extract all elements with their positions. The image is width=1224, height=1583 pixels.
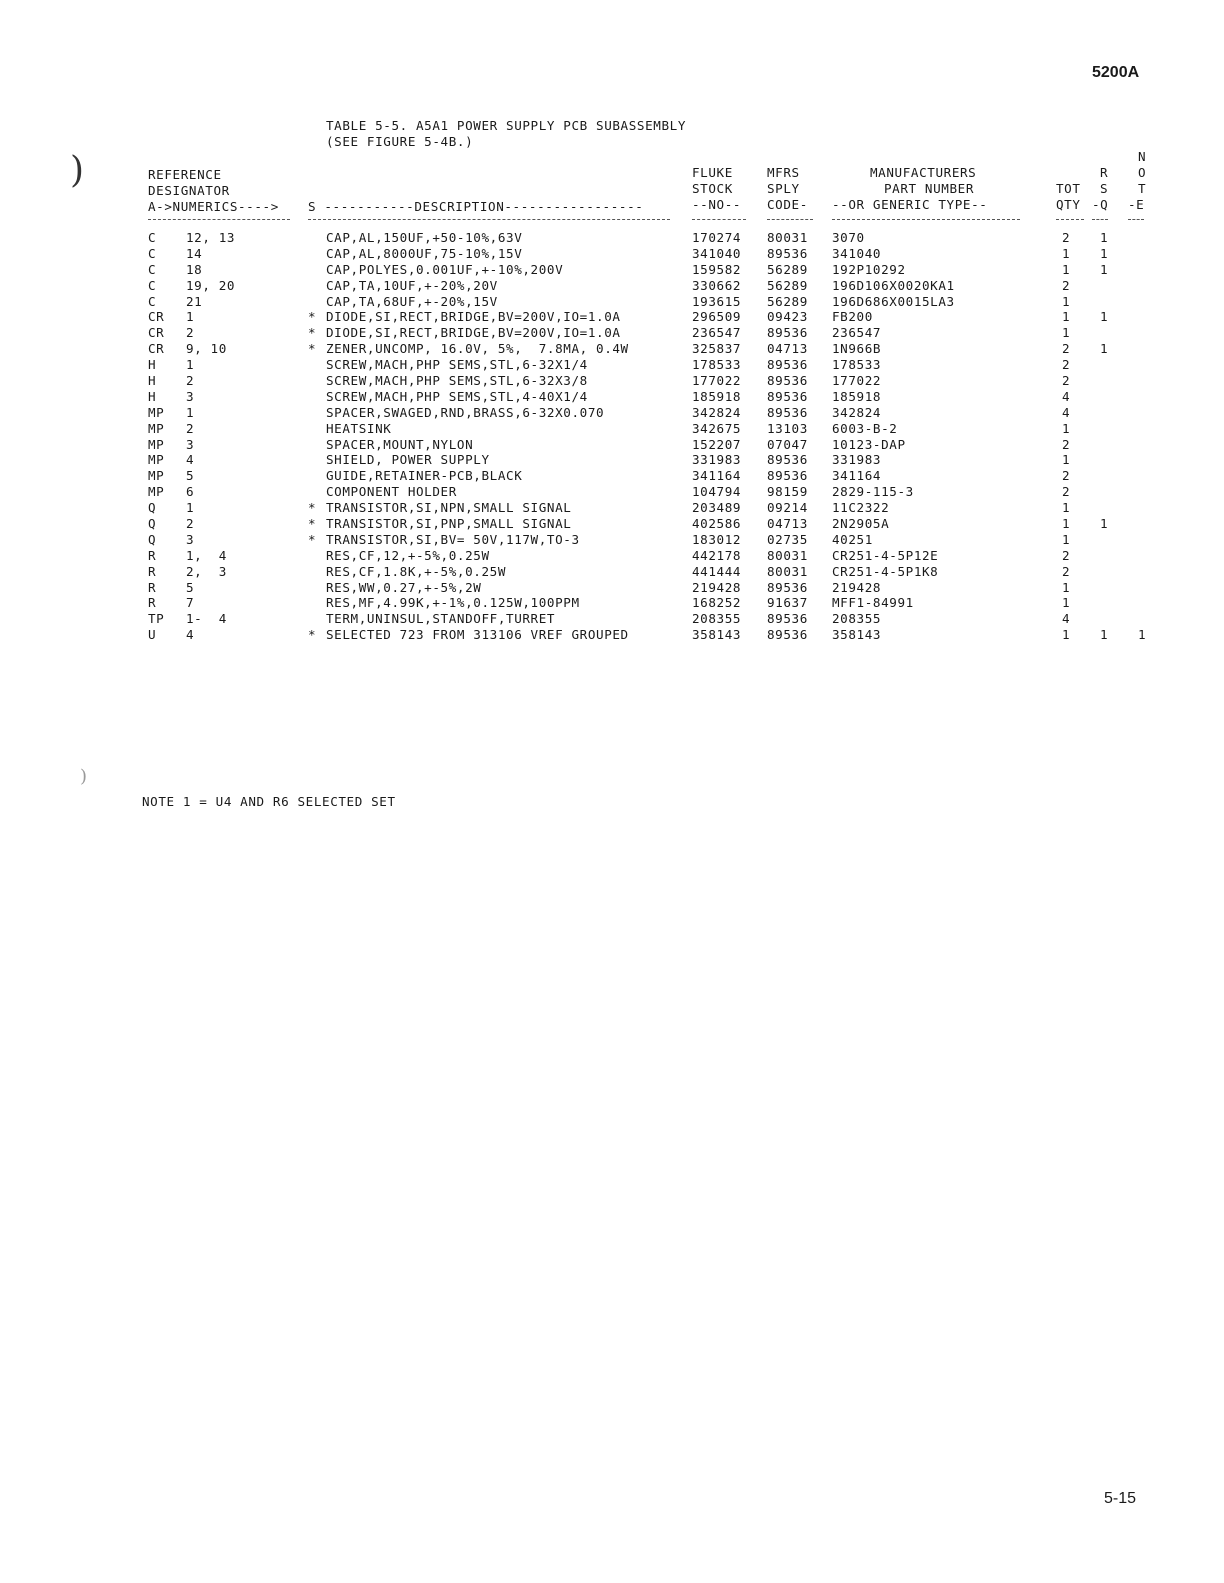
table-subtitle: (SEE FIGURE 5-4B.) (326, 134, 474, 149)
mfrs-sply-code: 89536 (767, 452, 808, 468)
fluke-stock-no: 442178 (692, 547, 742, 563)
mfr-part-number: 196D106X0020KA1 (832, 277, 955, 293)
mfr-part-number: 40251 (832, 531, 873, 547)
mfrs-sply-code: 09423 (767, 309, 808, 325)
ref-designator: R (148, 563, 157, 579)
ref-designator: MP (148, 484, 165, 500)
total-qty: 2 (1062, 547, 1071, 563)
note-header-3: T (1138, 181, 1147, 196)
mfrs-sply-code: 13103 (767, 420, 808, 436)
model-number: 5200A (1092, 64, 1140, 81)
page-number: 5-15 (1104, 1490, 1137, 1507)
ref-numerics: 2 (186, 420, 195, 436)
description: GUIDE,RETAINER-PCB,BLACK (326, 468, 523, 484)
rsq-header-3: -Q (1092, 197, 1109, 212)
ref-designator: CR (148, 309, 165, 325)
fluke-stock-no: 170274 (692, 230, 742, 245)
sply-header-1: MFRS (767, 165, 800, 180)
total-qty: 1 (1062, 420, 1071, 436)
mfrs-sply-code: 98159 (767, 484, 808, 500)
mfrs-sply-code: 07047 (767, 436, 808, 452)
recommended-spare-qty: 1 (1100, 341, 1109, 357)
mfr-part-number: 196D686X0015LA3 (832, 293, 955, 309)
total-qty: 1 (1062, 500, 1071, 516)
sply-header-2: SPLY (767, 181, 800, 196)
ref-designator: Q (148, 531, 157, 547)
total-qty: 1 (1062, 579, 1071, 595)
total-qty: 4 (1062, 404, 1071, 420)
mfr-part-number: 192P10292 (832, 261, 906, 277)
ref-designator: C (148, 245, 157, 261)
header-rule-ref (148, 219, 290, 220)
total-qty: 1 (1062, 309, 1071, 325)
ref-designator: C (148, 293, 157, 309)
description: SPACER,SWAGED,RND,BRASS,6-32X0.070 (326, 404, 605, 420)
description: CAP,TA,68UF,+-20%,15V (326, 293, 498, 309)
mfrs-sply-code: 89536 (767, 357, 808, 373)
header-rule-note (1128, 219, 1144, 220)
mfrs-sply-code: 89536 (767, 468, 808, 484)
fluke-stock-no: 193615 (692, 293, 742, 309)
mfr-part-number: 1N966B (832, 341, 882, 357)
description: RES,WW,0.27,+-5%,2W (326, 579, 482, 595)
mfr-part-number: FB200 (832, 309, 873, 325)
part-header-2: PART NUMBER (884, 181, 975, 196)
mfrs-sply-code: 80031 (767, 230, 808, 245)
mfr-part-number: 219428 (832, 579, 882, 595)
sply-header-3: CODE- (767, 197, 808, 212)
description: RES,CF,12,+-5%,0.25W (326, 547, 490, 563)
fluke-stock-no: 183012 (692, 531, 742, 547)
mfrs-sply-code: 89536 (767, 373, 808, 389)
ref-header-3: A->NUMERICS----> (148, 199, 279, 214)
fluke-stock-no: 325837 (692, 341, 742, 357)
ref-designator: CR (148, 341, 165, 357)
mfr-part-number: 341164 (832, 468, 882, 484)
fluke-stock-no: 208355 (692, 611, 742, 627)
fluke-stock-no: 168252 (692, 595, 742, 611)
description: SHIELD, POWER SUPPLY (326, 452, 490, 468)
total-qty: 1 (1062, 627, 1071, 643)
fluke-stock-no: 342824 (692, 404, 742, 420)
ref-numerics: 14 (186, 245, 203, 261)
description: SCREW,MACH,PHP SEMS,STL,6-32X3/8 (326, 373, 588, 389)
ref-numerics: 4 (186, 452, 195, 468)
description: CAP,TA,10UF,+-20%,20V (326, 277, 498, 293)
fluke-stock-no: 330662 (692, 277, 742, 293)
mfrs-sply-code: 56289 (767, 293, 808, 309)
ref-numerics: 1, 4 (186, 547, 227, 563)
mfr-part-number: 2N2905A (832, 516, 890, 532)
recommended-spare-qty: 1 (1100, 516, 1109, 532)
recommended-spare-qty: 1 (1100, 245, 1109, 261)
ref-numerics: 3 (186, 436, 195, 452)
header-rule-stock (692, 219, 746, 220)
part-header-3: --OR GENERIC TYPE-- (832, 197, 988, 212)
total-qty: 1 (1062, 595, 1071, 611)
ref-numerics: 5 (186, 579, 195, 595)
mfr-part-number: 342824 (832, 404, 882, 420)
description: CAP,AL,8000UF,75-10%,15V (326, 245, 523, 261)
fluke-stock-no: 185918 (692, 388, 742, 404)
note-header-4: -E (1128, 197, 1145, 212)
description: ZENER,UNCOMP, 16.0V, 5%, 7.8MA, 0.4W (326, 341, 629, 357)
mfr-part-number: 6003-B-2 (832, 420, 898, 436)
mfr-part-number: 177022 (832, 373, 882, 389)
recommended-spare-qty: 1 (1100, 627, 1109, 643)
description: SCREW,MACH,PHP SEMS,STL,4-40X1/4 (326, 388, 588, 404)
description: SCREW,MACH,PHP SEMS,STL,6-32X1/4 (326, 357, 588, 373)
qty-header-2: QTY (1056, 197, 1081, 212)
stock-header-2: STOCK (692, 181, 733, 196)
note-header-2: O (1138, 165, 1147, 180)
header-rule-rsq (1092, 219, 1108, 220)
total-qty: 2 (1062, 468, 1071, 484)
static-flag: * (308, 325, 317, 341)
mfrs-sply-code: 89536 (767, 404, 808, 420)
ref-numerics: 21 (186, 293, 203, 309)
description: CAP,AL,150UF,+50-10%,63V (326, 230, 523, 245)
ref-header-1: REFERENCE (148, 167, 222, 182)
total-qty: 1 (1062, 293, 1071, 309)
total-qty: 1 (1062, 325, 1071, 341)
ref-designator: C (148, 277, 157, 293)
total-qty: 2 (1062, 436, 1071, 452)
ref-designator: C (148, 230, 157, 245)
ref-designator: H (148, 373, 157, 389)
ref-numerics: 6 (186, 484, 195, 500)
mfr-part-number: 331983 (832, 452, 882, 468)
footnote: NOTE 1 = U4 AND R6 SELECTED SET (142, 794, 396, 809)
static-flag: * (308, 309, 317, 325)
ref-numerics: 1- 4 (186, 611, 227, 627)
mfrs-sply-code: 89536 (767, 388, 808, 404)
description: SELECTED 723 FROM 313106 VREF GROUPED (326, 627, 629, 643)
mfrs-sply-code: 80031 (767, 563, 808, 579)
mfrs-sply-code: 89536 (767, 611, 808, 627)
rsq-header-1: R (1100, 165, 1109, 180)
description: COMPONENT HOLDER (326, 484, 457, 500)
ref-numerics: 2 (186, 516, 195, 532)
header-rule-desc (308, 219, 670, 220)
ref-designator: U (148, 627, 157, 643)
ref-designator: H (148, 388, 157, 404)
mfr-part-number: 10123-DAP (832, 436, 906, 452)
ref-numerics: 7 (186, 595, 195, 611)
mfrs-sply-code: 80031 (767, 547, 808, 563)
fluke-stock-no: 331983 (692, 452, 742, 468)
note-header-1: N (1138, 149, 1147, 164)
ref-numerics: 9, 10 (186, 341, 227, 357)
stock-header-3: --NO-- (692, 197, 742, 212)
fluke-stock-no: 402586 (692, 516, 742, 532)
total-qty: 2 (1062, 341, 1071, 357)
static-flag: * (308, 341, 317, 357)
mfr-part-number: 11C2322 (832, 500, 890, 516)
binder-hole-mark: ) (70, 150, 85, 191)
ref-designator: R (148, 579, 157, 595)
description: CAP,POLYES,0.001UF,+-10%,200V (326, 261, 564, 277)
description-header: S -----------DESCRIPTION----------------- (308, 199, 644, 214)
mfrs-sply-code: 56289 (767, 261, 808, 277)
fluke-stock-no: 203489 (692, 500, 742, 516)
qty-header-1: TOT (1056, 181, 1081, 196)
ref-numerics: 5 (186, 468, 195, 484)
fluke-stock-no: 341164 (692, 468, 742, 484)
ref-numerics: 1 (186, 309, 195, 325)
header-rule-sply (767, 219, 813, 220)
ref-designator: C (148, 261, 157, 277)
fluke-stock-no: 178533 (692, 357, 742, 373)
ref-designator: MP (148, 452, 165, 468)
ref-designator: Q (148, 500, 157, 516)
ref-designator: MP (148, 436, 165, 452)
mfr-part-number: CR251-4-5P1K8 (832, 563, 939, 579)
description: TRANSISTOR,SI,BV= 50V,117W,TO-3 (326, 531, 580, 547)
part-header-1: MANUFACTURERS (870, 165, 977, 180)
description: RES,CF,1.8K,+-5%,0.25W (326, 563, 507, 579)
note-ref: 1 (1138, 627, 1147, 643)
mfrs-sply-code: 89536 (767, 245, 808, 261)
ref-numerics: 18 (186, 261, 203, 277)
fluke-stock-no: 341040 (692, 245, 742, 261)
description: DIODE,SI,RECT,BRIDGE,BV=200V,IO=1.0A (326, 325, 621, 341)
static-flag: * (308, 531, 317, 547)
total-qty: 4 (1062, 611, 1071, 627)
fluke-stock-no: 104794 (692, 484, 742, 500)
mfrs-sply-code: 09214 (767, 500, 808, 516)
recommended-spare-qty: 1 (1100, 261, 1109, 277)
static-flag: * (308, 627, 317, 643)
total-qty: 1 (1062, 516, 1071, 532)
mfr-part-number: 358143 (832, 627, 882, 643)
fluke-stock-no: 358143 (692, 627, 742, 643)
mfr-part-number: 341040 (832, 245, 882, 261)
ref-numerics: 12, 13 (186, 230, 236, 245)
ref-numerics: 2 (186, 373, 195, 389)
fluke-stock-no: 177022 (692, 373, 742, 389)
fluke-stock-no: 152207 (692, 436, 742, 452)
description: TRANSISTOR,SI,NPN,SMALL SIGNAL (326, 500, 572, 516)
mfrs-sply-code: 89536 (767, 325, 808, 341)
description: RES,MF,4.99K,+-1%,0.125W,100PPM (326, 595, 580, 611)
ref-designator: MP (148, 404, 165, 420)
mfr-part-number: CR251-4-5P12E (832, 547, 939, 563)
mfrs-sply-code: 02735 (767, 531, 808, 547)
ref-designator: Q (148, 516, 157, 532)
total-qty: 2 (1062, 563, 1071, 579)
mfr-part-number: 208355 (832, 611, 882, 627)
mfrs-sply-code: 04713 (767, 516, 808, 532)
ref-designator: TP (148, 611, 165, 627)
table-title: TABLE 5-5. A5A1 POWER SUPPLY PCB SUBASSEMBLY (326, 118, 687, 133)
description: DIODE,SI,RECT,BRIDGE,BV=200V,IO=1.0A (326, 309, 621, 325)
total-qty: 2 (1062, 373, 1071, 389)
ref-numerics: 3 (186, 531, 195, 547)
total-qty: 2 (1062, 277, 1071, 293)
binder-hole-mark-lower: ) (80, 766, 88, 787)
ref-numerics: 19, 20 (186, 277, 236, 293)
static-flag: * (308, 500, 317, 516)
ref-numerics: 1 (186, 404, 195, 420)
static-flag: * (308, 516, 317, 532)
description: TERM,UNINSUL,STANDOFF,TURRET (326, 611, 556, 627)
fluke-stock-no: 219428 (692, 579, 742, 595)
ref-designator: MP (148, 468, 165, 484)
total-qty: 2 (1062, 230, 1071, 245)
mfr-part-number: 3070 (832, 230, 865, 245)
ref-numerics: 2, 3 (186, 563, 227, 579)
mfr-part-number: 236547 (832, 325, 882, 341)
recommended-spare-qty: 1 (1100, 230, 1109, 245)
fluke-stock-no: 342675 (692, 420, 742, 436)
ref-designator: H (148, 357, 157, 373)
mfrs-sply-code: 89536 (767, 579, 808, 595)
header-rule-qty (1056, 219, 1084, 220)
fluke-stock-no: 441444 (692, 563, 742, 579)
ref-numerics: 1 (186, 357, 195, 373)
ref-numerics: 3 (186, 388, 195, 404)
ref-designator: R (148, 547, 157, 563)
mfr-part-number: MFF1-84991 (832, 595, 914, 611)
mfr-part-number: 2829-115-3 (832, 484, 914, 500)
mfrs-sply-code: 56289 (767, 277, 808, 293)
mfr-part-number: 178533 (832, 357, 882, 373)
total-qty: 1 (1062, 452, 1071, 468)
fluke-stock-no: 159582 (692, 261, 742, 277)
total-qty: 2 (1062, 484, 1071, 500)
stock-header-1: FLUKE (692, 165, 733, 180)
total-qty: 1 (1062, 245, 1071, 261)
description: TRANSISTOR,SI,PNP,SMALL SIGNAL (326, 516, 572, 532)
total-qty: 2 (1062, 357, 1071, 373)
recommended-spare-qty: 1 (1100, 309, 1109, 325)
rsq-header-2: S (1100, 181, 1109, 196)
total-qty: 1 (1062, 261, 1071, 277)
header-rule-part (832, 219, 1020, 220)
mfrs-sply-code: 89536 (767, 627, 808, 643)
ref-designator: MP (148, 420, 165, 436)
ref-numerics: 1 (186, 500, 195, 516)
ref-numerics: 2 (186, 325, 195, 341)
total-qty: 1 (1062, 531, 1071, 547)
description: SPACER,MOUNT,NYLON (326, 436, 474, 452)
mfrs-sply-code: 91637 (767, 595, 808, 611)
mfr-part-number: 185918 (832, 388, 882, 404)
ref-designator: CR (148, 325, 165, 341)
ref-header-2: DESIGNATOR (148, 183, 230, 198)
total-qty: 4 (1062, 388, 1071, 404)
ref-designator: R (148, 595, 157, 611)
fluke-stock-no: 236547 (692, 325, 742, 341)
mfrs-sply-code: 04713 (767, 341, 808, 357)
fluke-stock-no: 296509 (692, 309, 742, 325)
description: HEATSINK (326, 420, 392, 436)
ref-numerics: 4 (186, 627, 195, 643)
